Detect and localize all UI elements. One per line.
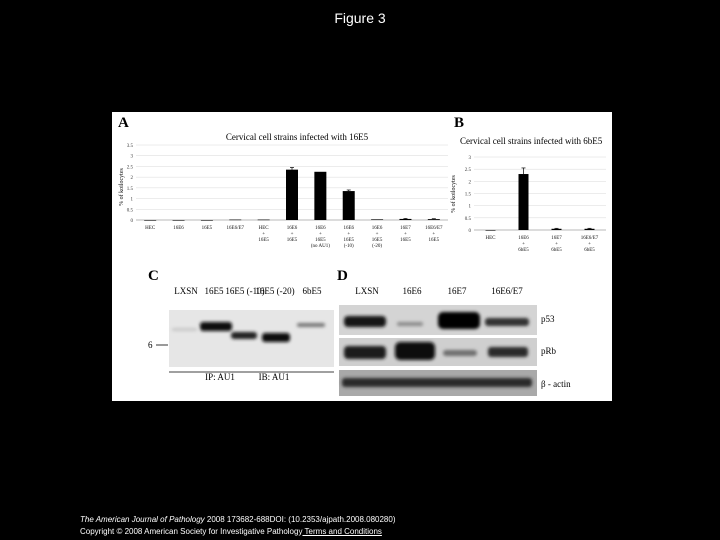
- panel-c-ib-label: IB: AU1: [258, 372, 290, 382]
- copyright-text: Copyright © 2008 American Society for Investigative Pathology: [80, 527, 303, 536]
- chart-b-category-label: 16E7 + 6bE5: [551, 236, 562, 253]
- chart-b-ytick-label: 2.5: [464, 168, 471, 174]
- panel-c-marker: 6: [148, 340, 153, 350]
- chart-a-bar: [144, 220, 156, 221]
- panel-b-title: Cervical cell strains infected with 6bE5: [460, 136, 603, 146]
- chart-a-bar: [399, 219, 411, 220]
- chart-a-ytick-label: 1.5: [126, 186, 133, 192]
- chart-a-ytick-label: 3: [130, 154, 133, 160]
- journal-name: The American Journal of Pathology: [80, 515, 205, 524]
- panel-c-lane-6be5: 6bE5: [302, 286, 322, 296]
- chart-a-category-label: 16E6 + 16E5: [286, 226, 298, 243]
- chart-b-bar: [552, 229, 562, 230]
- panel-a-letter: A: [118, 115, 129, 131]
- chart-b-bar: [585, 229, 595, 230]
- chart-a-category-label: 16E6/E7 + 16E5: [425, 226, 443, 243]
- panel-d-lane-16e7: 16E7: [447, 286, 467, 296]
- panel-d-label-prb: pRb: [541, 346, 557, 356]
- chart-a-category-label: 16E6 + 16E5 (-20): [371, 226, 383, 249]
- citation-text: 2008 173682-688DOI: (10.2353/ajpath.2008.080280): [204, 515, 396, 524]
- panel-c-lane-16e5-20: 16E5 (-20): [255, 286, 295, 296]
- panel-b: [450, 115, 606, 253]
- chart-a-category-label: 16E5: [201, 226, 213, 231]
- panel-a-title: Cervical cell strains infected with 16E5: [225, 132, 369, 142]
- chart-a-category-label: 16E7 + 16E5: [400, 226, 411, 243]
- chart-a-bar: [229, 220, 241, 221]
- panel-b-chart: [465, 156, 606, 253]
- chart-b-category-label: 16E6 + 6bE5: [518, 236, 529, 253]
- chart-a-bar: [258, 220, 270, 221]
- chart-b-ytick-label: 3: [468, 156, 471, 161]
- panel-c-lane-lxsn: LXSN: [174, 286, 198, 296]
- chart-a-ytick-label: 0: [130, 219, 133, 224]
- panel-d-label-actin: β - actin: [541, 379, 571, 389]
- chart-b-ytick-label: 1: [468, 204, 471, 210]
- panel-d-letter: D: [337, 268, 348, 284]
- figure-title: Figure 3: [334, 10, 386, 26]
- panel-d: [337, 268, 571, 396]
- panel-d-lane-lxsn: LXSN: [355, 286, 379, 296]
- panel-d-lane-16e6e7: 16E6/E7: [491, 286, 523, 296]
- panel-a-ylabel: % of koilocytes: [119, 168, 125, 206]
- panel-b-letter: B: [454, 115, 465, 131]
- chart-b-ytick-label: 0.5: [464, 216, 471, 222]
- chart-b-category-label: HEC: [485, 236, 496, 241]
- panel-d-label-p53: p53: [541, 314, 555, 324]
- chart-a-bar: [201, 220, 213, 221]
- panel-c-ip-label: IP: AU1: [205, 372, 235, 382]
- chart-b-category-label: 16E6/E7 + 6bE5: [580, 236, 599, 253]
- panel-b-ylabel: % of koilocytes: [451, 175, 457, 213]
- terms-link[interactable]: Terms and Conditions: [302, 527, 382, 536]
- figure-image: [112, 112, 612, 401]
- chart-a-category-label: 16E6: [173, 226, 184, 231]
- panel-d-lane-16e6: 16E6: [402, 286, 422, 296]
- chart-a-bar: [371, 219, 383, 220]
- chart-a-ytick-label: 2: [130, 176, 133, 182]
- chart-a-ytick-label: 2.5: [126, 165, 133, 171]
- chart-a-category-label: HEC: [145, 226, 156, 231]
- chart-a-category-label: HEC + 16E5: [258, 226, 269, 243]
- chart-a-bar: [343, 191, 355, 220]
- chart-a-ytick-label: 3.5: [126, 144, 133, 149]
- chart-a-category-label: 16E6 + 16E5 (no AU1): [310, 226, 330, 249]
- chart-b-bar: [486, 230, 496, 231]
- footer: [80, 514, 396, 538]
- chart-b-bar: [519, 174, 529, 230]
- chart-a-bar: [428, 219, 440, 220]
- panel-a: [118, 115, 448, 249]
- panel-c: [148, 268, 334, 382]
- chart-b-ytick-label: 1.5: [464, 192, 471, 198]
- panel-a-chart: [127, 144, 448, 249]
- panel-c-lane-16e5-10: 16E5 (-10): [225, 286, 265, 296]
- citation-line: [80, 514, 396, 526]
- chart-a-category-label: 16E6/E7: [226, 226, 245, 231]
- panel-c-lane-16e5: 16E5: [204, 286, 224, 296]
- chart-a-ytick-label: 0.5: [126, 208, 133, 214]
- chart-a-bar: [286, 170, 298, 220]
- chart-a-bar: [173, 220, 185, 221]
- chart-b-ytick-label: 2: [468, 180, 471, 186]
- chart-a-ytick-label: 1: [130, 197, 133, 203]
- chart-a-category-label: 16E6 + 16E5 (-10): [343, 226, 355, 249]
- chart-b-ytick-label: 0: [468, 229, 471, 234]
- panel-c-letter: C: [148, 268, 159, 284]
- chart-a-bar: [314, 172, 326, 220]
- copyright-line: [80, 526, 396, 538]
